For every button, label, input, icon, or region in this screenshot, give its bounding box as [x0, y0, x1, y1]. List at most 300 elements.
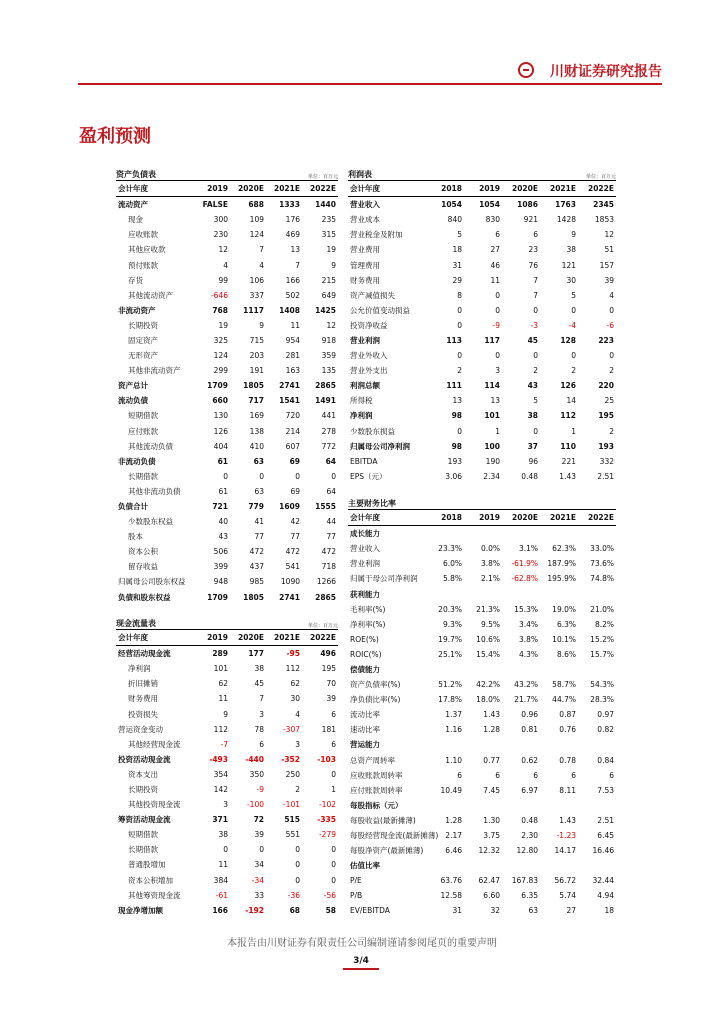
table-cell: 954	[285, 335, 300, 345]
table-cell: 1	[495, 426, 500, 436]
table-row	[116, 408, 338, 423]
table-cell: 142	[213, 784, 228, 794]
table-cell: 2	[609, 426, 614, 436]
table-cell: 195.9%	[547, 574, 576, 584]
table-cell: 181	[321, 724, 336, 734]
column-header: 2020E	[502, 510, 540, 526]
table-cell: 6.60	[483, 891, 500, 901]
table-cell: -307	[282, 724, 300, 734]
table-cell: 64	[326, 486, 336, 496]
table-cell	[502, 526, 540, 542]
row-label: 投资净收益	[350, 320, 388, 330]
table-cell: 649	[321, 290, 336, 300]
table-cell: 101	[484, 411, 500, 421]
table-cell: 1.43	[559, 471, 576, 481]
table-cell: -335	[317, 815, 336, 825]
row-label: 长期投资	[128, 320, 158, 330]
table-cell: 19	[326, 245, 336, 255]
table-row	[116, 424, 338, 439]
table-cell: 10.1%	[552, 634, 576, 644]
table-cell	[502, 737, 540, 752]
table-cell: 14.17	[554, 846, 576, 856]
row-label: EPS（元）	[350, 471, 387, 481]
table-cell: 0.78	[559, 755, 576, 765]
table-cell: 195	[598, 411, 614, 421]
table-cell: 112	[560, 411, 576, 421]
row-label: 长期投资	[128, 784, 158, 794]
row-label: 短期借款	[128, 830, 158, 840]
table-cell: 0	[223, 471, 228, 481]
table-cell: 1	[571, 426, 576, 436]
table-cell: 1440	[315, 200, 336, 210]
table-cell: 110	[560, 441, 576, 451]
row-label: 速动比率	[350, 725, 380, 735]
table-cell: 5	[457, 230, 462, 240]
cash-flow-title: 现金流量表	[116, 619, 156, 628]
table-row	[116, 857, 338, 872]
table-cell: 18.0%	[476, 695, 500, 705]
table-cell: 117	[484, 335, 500, 345]
table-row	[348, 197, 616, 213]
row-label: 应付账款周转率	[350, 785, 403, 795]
row-label: 短期借款	[128, 411, 158, 421]
table-cell: 1.37	[445, 710, 462, 720]
table-cell: 1425	[315, 305, 336, 315]
row-label: 资产总计	[118, 381, 148, 391]
column-header: 2019	[464, 181, 502, 197]
table-cell: 2	[457, 366, 462, 376]
table-cell	[502, 858, 540, 873]
row-label: 营业收入	[350, 544, 380, 554]
table-cell: 31	[452, 260, 462, 270]
table-cell: 3	[259, 709, 264, 719]
table-cell: 23	[528, 245, 538, 255]
row-label: 每股经营现金流(最新摊薄)	[350, 831, 439, 841]
table-cell: 28.3%	[590, 695, 614, 705]
table-cell: 0	[609, 351, 614, 361]
table-cell	[464, 662, 502, 677]
table-cell: -9	[492, 320, 500, 330]
row-label: 股本	[128, 532, 143, 542]
table-row	[348, 469, 616, 484]
table-cell: 69	[289, 456, 300, 466]
table-row	[116, 529, 338, 544]
table-cell: 720	[285, 411, 300, 421]
table-cell: 193	[598, 441, 614, 451]
row-label: 营业利润	[350, 559, 380, 569]
table-cell: 2	[533, 366, 538, 376]
table-row	[116, 590, 338, 605]
table-cell: 472	[249, 547, 264, 557]
table-cell: 0	[533, 351, 538, 361]
table-cell: 300	[213, 215, 228, 225]
table-cell: 0.76	[559, 725, 576, 735]
table-cell: 33	[254, 890, 264, 900]
table-cell: 2	[571, 366, 576, 376]
table-cell: 278	[321, 426, 336, 436]
table-cell: 0	[295, 845, 300, 855]
table-row	[348, 378, 616, 393]
column-header: 2022E	[302, 630, 338, 646]
table-cell: 32.44	[592, 876, 614, 886]
header-rule	[78, 83, 662, 85]
table-cell: 0.77	[483, 755, 500, 765]
balance-sheet-unit: 单位：百万元	[307, 174, 338, 180]
table-cell: -62.8%	[511, 574, 538, 584]
table-cell: 3.06	[445, 471, 462, 481]
table-cell: 46	[490, 260, 500, 270]
table-cell: 6	[331, 709, 336, 719]
table-cell	[578, 526, 616, 542]
table-cell: 58	[325, 905, 336, 915]
table-cell: 6	[495, 770, 500, 780]
table-cell: 31	[452, 906, 462, 916]
table-row	[116, 393, 338, 408]
table-row	[116, 661, 338, 676]
table-cell	[426, 662, 464, 677]
table-cell: 51.2%	[438, 680, 462, 690]
table-cell: 2.30	[521, 831, 538, 841]
table-cell	[540, 858, 578, 873]
row-label: ROE(%)	[350, 634, 379, 644]
column-header: 2019	[194, 181, 230, 197]
table-cell: 2.34	[483, 471, 500, 481]
table-cell: 63	[253, 456, 264, 466]
row-label: 折旧摊销	[128, 679, 158, 689]
table-cell: 437	[249, 562, 264, 572]
table-cell: 5.74	[559, 891, 576, 901]
table-cell: 0	[495, 305, 500, 315]
table-row	[348, 348, 616, 363]
table-cell: 7	[259, 694, 264, 704]
financial-ratios-caption	[348, 495, 616, 510]
table-cell: 0.48	[521, 815, 538, 825]
table-cell: 39	[326, 694, 336, 704]
table-cell: 1.28	[445, 815, 462, 825]
table-cell: -6	[606, 320, 614, 330]
table-cell: 0	[331, 860, 336, 870]
table-cell: 101	[213, 664, 228, 674]
table-row	[116, 737, 338, 752]
table-row	[116, 544, 338, 559]
table-cell: -36	[287, 890, 300, 900]
table-cell: 193	[447, 456, 462, 466]
table-cell: 109	[249, 215, 264, 225]
table-row	[348, 632, 616, 647]
table-cell: 6	[533, 230, 538, 240]
table-cell: -352	[281, 754, 300, 764]
table-cell: 7	[533, 275, 538, 285]
table-row	[348, 408, 616, 423]
table-cell: 325	[213, 335, 228, 345]
table-cell: -192	[245, 905, 264, 915]
row-label: ROIC(%)	[350, 649, 382, 659]
company-logo-icon	[518, 62, 534, 78]
row-label: 偿债能力	[350, 664, 380, 674]
table-cell: 38	[218, 830, 228, 840]
table-cell: 45	[527, 335, 538, 345]
table-cell: 235	[321, 215, 336, 225]
table-cell: 0	[533, 426, 538, 436]
table-cell: 289	[212, 649, 228, 659]
table-cell: 7	[295, 260, 300, 270]
table-cell: 2.51	[597, 471, 614, 481]
row-label: 利润总额	[350, 381, 380, 391]
table-cell: 5.8%	[442, 574, 462, 584]
table-cell: 1.16	[445, 725, 462, 735]
table-cell: 1117	[243, 305, 264, 315]
row-label: 总资产周转率	[350, 755, 395, 765]
column-header: 2022E	[578, 181, 616, 197]
table-cell: 74.8%	[590, 574, 614, 584]
table-cell: 918	[321, 335, 336, 345]
row-label: 其他流动负债	[128, 441, 173, 451]
table-cell: 0	[457, 351, 462, 361]
table-cell: 15.3%	[514, 604, 538, 614]
table-header-row	[116, 630, 338, 646]
row-label: 经营活动现金流	[118, 649, 171, 659]
table-cell: 111	[446, 381, 462, 391]
table-cell: 6	[495, 230, 500, 240]
table-cell: 37	[527, 441, 538, 451]
table-cell: 337	[249, 290, 264, 300]
row-label: 少数股东权益	[128, 517, 173, 527]
table-cell: 551	[285, 830, 300, 840]
table-cell: 18	[604, 906, 614, 916]
table-row	[116, 812, 338, 827]
table-cell: 6.0%	[442, 559, 462, 569]
table-row	[348, 556, 616, 571]
table-cell: 6.46	[445, 846, 462, 856]
table-cell: 9	[223, 709, 228, 719]
table-cell: FALSE	[202, 200, 228, 210]
table-cell: 221	[561, 456, 576, 466]
row-label: 留存收益	[128, 562, 158, 572]
table-cell: 1086	[517, 200, 538, 210]
row-label: 非流动资产	[118, 305, 156, 315]
row-label: 存货	[128, 275, 143, 285]
table-cell: 715	[249, 335, 264, 345]
table-cell: 3.8%	[480, 559, 500, 569]
table-cell: 1333	[279, 200, 300, 210]
table-cell: 16.46	[592, 846, 614, 856]
row-label: 所得税	[350, 396, 373, 406]
table-cell	[426, 526, 464, 542]
table-cell: 126	[560, 381, 576, 391]
table-cell: 230	[213, 230, 228, 240]
table-row	[348, 288, 616, 303]
table-row	[116, 454, 338, 469]
table-cell: 472	[321, 547, 336, 557]
table-cell: 56.72	[554, 876, 576, 886]
table-cell: 42	[290, 517, 300, 527]
table-cell: 11	[290, 320, 300, 330]
table-cell	[426, 737, 464, 752]
table-cell: -646	[210, 290, 228, 300]
table-cell: 0	[295, 875, 300, 885]
table-cell: 6	[331, 739, 336, 749]
table-cell: 384	[213, 875, 228, 885]
table-cell: 41	[254, 517, 264, 527]
table-cell: 112	[213, 724, 228, 734]
table-cell: 191	[249, 366, 264, 376]
table-cell: 19	[218, 320, 228, 330]
table-cell	[464, 526, 502, 542]
row-label: 资产减值损失	[350, 290, 395, 300]
table-cell: 21.0%	[590, 604, 614, 614]
table-row	[348, 212, 616, 227]
row-label: EBITDA	[350, 456, 378, 466]
table-row	[348, 798, 616, 813]
table-cell: 61	[217, 456, 228, 466]
table-cell	[578, 586, 616, 601]
table-row	[116, 797, 338, 812]
table-cell: 6	[533, 770, 538, 780]
table-row	[348, 526, 616, 542]
table-row	[116, 303, 338, 318]
report-header	[78, 54, 662, 88]
table-row	[348, 768, 616, 783]
income-statement-title: 利润表	[348, 170, 372, 179]
row-label: 净利润	[128, 664, 151, 674]
table-cell: -102	[318, 800, 336, 810]
table-row	[116, 722, 338, 737]
table-cell: 76	[528, 260, 538, 270]
table-cell: 128	[560, 335, 576, 345]
table-cell: 6	[571, 770, 576, 780]
table-cell	[540, 737, 578, 752]
cash-flow-unit: 单位：百万元	[307, 623, 338, 629]
table-cell: 8.2%	[594, 619, 614, 629]
table-cell	[540, 798, 578, 813]
table-cell: 43	[218, 532, 228, 542]
table-cell: 496	[320, 649, 336, 659]
table-cell: 4.94	[597, 891, 614, 901]
table-cell: 42.2%	[476, 680, 500, 690]
table-cell: -100	[246, 800, 264, 810]
table-cell: 768	[212, 305, 228, 315]
table-cell: 1	[331, 784, 336, 794]
row-label: 资本公积	[128, 547, 158, 557]
table-cell: 190	[485, 456, 500, 466]
table-cell: 8.6%	[556, 649, 576, 659]
table-row	[116, 514, 338, 529]
table-cell: 138	[249, 426, 264, 436]
financial-ratios-table	[348, 510, 616, 919]
table-cell: 0	[223, 845, 228, 855]
row-label: 应付账款	[128, 426, 158, 436]
table-row	[116, 469, 338, 484]
table-header-row	[348, 181, 616, 197]
table-row	[116, 873, 338, 888]
table-cell	[502, 662, 540, 677]
table-cell: 441	[321, 411, 336, 421]
row-label: 非流动负债	[118, 456, 156, 466]
table-row	[116, 706, 338, 721]
table-cell: 0.84	[597, 755, 614, 765]
table-cell: 9	[571, 230, 576, 240]
table-cell: 7.53	[597, 785, 614, 795]
table-cell	[540, 662, 578, 677]
table-cell: 0.87	[559, 710, 576, 720]
table-cell: 176	[285, 215, 300, 225]
table-row	[348, 227, 616, 242]
table-cell: 29	[452, 275, 462, 285]
table-cell: 1054	[441, 200, 462, 210]
table-cell: 4	[609, 290, 614, 300]
table-cell: 33.0%	[590, 544, 614, 554]
column-header: 2021E	[540, 510, 578, 526]
table-cell: 62	[290, 679, 300, 689]
row-label: 成长能力	[350, 529, 380, 539]
table-cell: 0	[571, 305, 576, 315]
row-label: 无形资产	[128, 351, 158, 361]
table-cell: 1054	[479, 200, 500, 210]
table-cell: -103	[317, 754, 336, 764]
table-cell: 6.35	[521, 891, 538, 901]
table-cell: 6.3%	[556, 619, 576, 629]
row-label: 现金净增加额	[118, 905, 163, 915]
table-cell: 11	[490, 275, 500, 285]
table-cell: 515	[284, 815, 300, 825]
table-cell: 38	[527, 411, 538, 421]
table-row	[116, 257, 338, 272]
table-row	[348, 828, 616, 843]
column-header: 2020E	[230, 630, 266, 646]
table-cell: 12.58	[440, 891, 462, 901]
table-cell	[540, 526, 578, 542]
table-cell: 10.49	[440, 785, 462, 795]
table-cell: 4	[259, 260, 264, 270]
table-cell: 78	[254, 724, 264, 734]
table-row	[348, 737, 616, 752]
table-cell: 404	[213, 441, 228, 451]
table-row	[116, 227, 338, 242]
table-cell: 5	[533, 396, 538, 406]
table-row	[116, 691, 338, 706]
table-cell: 1.30	[483, 815, 500, 825]
table-cell: 166	[285, 275, 300, 285]
table-cell: 19.0%	[552, 604, 576, 614]
table-cell: 2865	[315, 381, 336, 391]
table-row	[348, 257, 616, 272]
table-cell: 607	[285, 441, 300, 451]
table-cell: 399	[213, 562, 228, 572]
table-cell: 121	[561, 260, 576, 270]
row-label: 应收账款周转率	[350, 770, 403, 780]
table-cell: 1805	[243, 381, 264, 391]
table-cell: -279	[318, 830, 336, 840]
table-cell: 0	[457, 320, 462, 330]
column-header: 2019	[464, 510, 502, 526]
row-label: 净利润	[350, 411, 373, 421]
table-row	[116, 333, 338, 348]
column-header: 2020E	[230, 181, 266, 197]
table-cell: 13	[452, 396, 462, 406]
row-label: 营业成本	[350, 215, 380, 225]
row-label: 资产负债率(%)	[350, 680, 401, 690]
table-cell: 2345	[593, 200, 614, 210]
table-cell: 985	[249, 577, 264, 587]
table-cell: 0	[495, 351, 500, 361]
table-cell: 0.48	[521, 471, 538, 481]
table-cell: 18	[452, 245, 462, 255]
table-row	[348, 586, 616, 601]
table-cell: 54.3%	[590, 680, 614, 690]
table-cell: -95	[286, 649, 300, 659]
column-header: 2022E	[578, 510, 616, 526]
table-cell: 62.47	[478, 876, 500, 886]
